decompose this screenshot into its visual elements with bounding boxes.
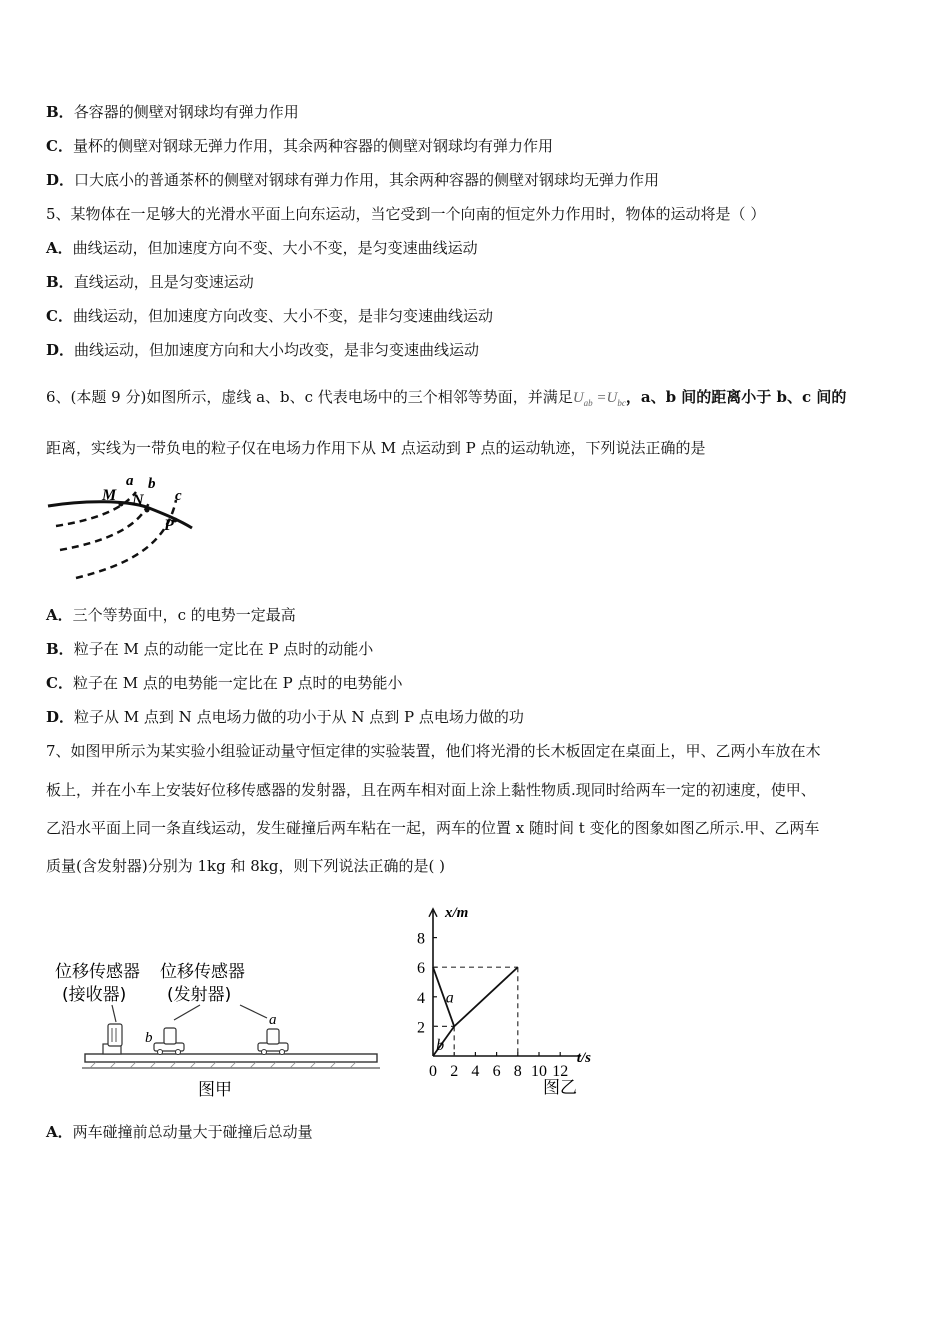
- x-tick-label: 6: [492, 1063, 501, 1080]
- cart-b-label: b: [145, 1030, 153, 1046]
- x-tick-label: 8: [513, 1063, 522, 1080]
- x-axis-label: t/s: [576, 1050, 591, 1066]
- emitter-label-1: 位移传感器: [160, 962, 245, 982]
- q7-stem-line4: 质量(含发射器)分别为 1kg 和 8kg，则下列说法正确的是( ): [46, 857, 445, 875]
- q7-option-a: A．两车碰撞前总动量大于碰撞后总动量: [46, 1123, 313, 1141]
- xt-chart: [405, 880, 725, 1105]
- x-tick-label: 2: [450, 1063, 459, 1080]
- q6-option-b: B．粒子在 M 点的动能一定比在 P 点时的动能小: [46, 640, 374, 658]
- q5-option-d: D．曲线运动，但加速度方向和大小均改变，是非匀变速曲线运动: [46, 341, 480, 359]
- x-tick-label: 4: [471, 1063, 480, 1080]
- x-tick-label: 0: [429, 1063, 437, 1080]
- y-axis-label: x/m: [445, 904, 469, 921]
- q7-stem-line3: 乙沿水平面上同一条直线运动，发生碰撞后两车粘在一起，两车的位置 x 随时间 t 变化的图象如图乙所示.甲、乙两车: [46, 819, 820, 837]
- series-label-b: b: [436, 1037, 445, 1055]
- label-b: b: [148, 476, 156, 492]
- q6-stem-line1: 6、(本题 9 分)如图所示，虚线 a、b、c 代表电场中的三个相邻等势面，并满足$U_{ab} =U_{bc}$，a、b 间的距离小于 b、c 间的: [46, 388, 847, 408]
- receiver-label-1: 位移传感器: [55, 962, 140, 982]
- caption-fig-b: 图乙: [543, 1078, 577, 1098]
- q5-stem: 5、某物体在一足够大的光滑水平面上向东运动，当它受到一个向南的恒定外力作用时，物体的运动将是（ ）: [46, 205, 766, 223]
- q5-option-b: B．直线运动，且是匀变速运动: [46, 273, 254, 291]
- q6-stem-line2: 距离，实线为一带负电的粒子仅在电场力作用下从 M 点运动到 P 点的运动轨迹，下列说法正确的是: [46, 439, 706, 457]
- equipotential-figure: [44, 470, 199, 585]
- q6-option-d: D．粒子从 M 点到 N 点电场力做的功小于从 N 点到 P 点电场力做的功: [46, 708, 524, 726]
- label-c: c: [175, 488, 182, 504]
- q4-option-b: B．各容器的侧壁对钢球均有弹力作用: [46, 103, 299, 121]
- y-tick-label: 4: [417, 989, 425, 1007]
- q7-stem-line2: 板上，并在小车上安装好位移传感器的发射器，且在两车相对面上涂上黏性物质.现同时给两车一定的初速度，使甲、: [46, 781, 816, 799]
- apparatus-figure: [55, 950, 390, 1105]
- cart-a-label: a: [269, 1012, 277, 1028]
- q4-option-d: D．口大底小的普通茶杯的侧壁对钢球有弹力作用，其余两种容器的侧壁对钢球均无弹力作用: [46, 171, 660, 189]
- q6-option-a: A．三个等势面中，c 的电势一定最高: [46, 606, 296, 624]
- series-label-a: a: [445, 989, 454, 1007]
- x-tick-label: 10: [531, 1063, 547, 1080]
- label-N: N: [132, 492, 144, 509]
- label-P: P: [164, 517, 174, 534]
- caption-fig-a: 图甲: [198, 1080, 232, 1100]
- label-M: M: [102, 487, 117, 504]
- emitter-label-2: (发射器): [167, 985, 232, 1005]
- y-tick-label: 6: [417, 960, 425, 978]
- q5-option-c: C．曲线运动，但加速度方向改变、大小不变，是非匀变速曲线运动: [46, 307, 493, 325]
- q6-formula: $U_{ab} =U_{bc}$: [572, 390, 626, 408]
- q4-option-c: C．量杯的侧壁对钢球无弹力作用，其余两种容器的侧壁对钢球均有弹力作用: [46, 137, 553, 155]
- receiver-label-2: (接收器): [62, 985, 127, 1005]
- y-tick-label: 8: [417, 930, 425, 948]
- label-a: a: [126, 473, 134, 489]
- q5-option-a: A．曲线运动，但加速度方向不变、大小不变，是匀变速曲线运动: [46, 239, 478, 257]
- y-tick-label: 2: [417, 1019, 425, 1037]
- series-line-a-b: [454, 967, 518, 1026]
- x-tick-label: 12: [552, 1063, 569, 1080]
- q7-stem-line1: 7、如图甲所示为某实验小组验证动量守恒定律的实验装置，他们将光滑的长木板固定在桌面上，甲、乙两小车放在木: [46, 742, 821, 760]
- q6-option-c: C．粒子在 M 点的电势能一定比在 P 点时的电势能小: [46, 674, 403, 692]
